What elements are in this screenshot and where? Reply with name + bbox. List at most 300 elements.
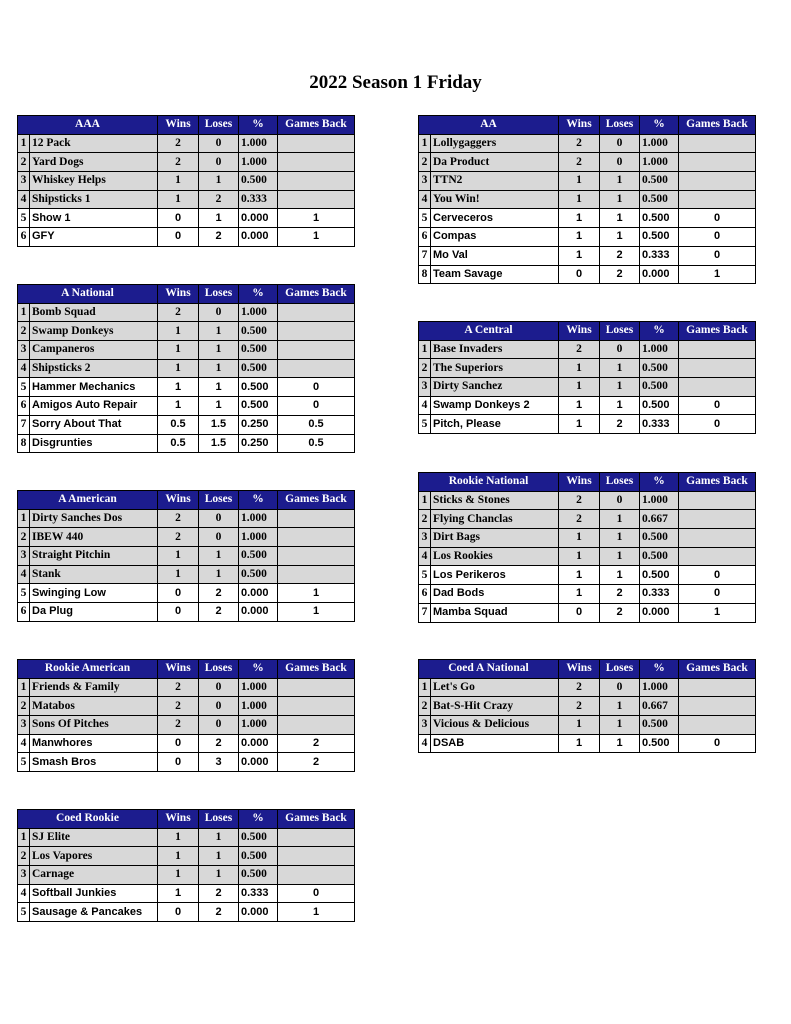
division-name: A Central [419, 322, 559, 341]
column-header: Wins [559, 660, 600, 679]
team-name: Swinging Low [30, 584, 158, 603]
rank-cell: 4 [18, 190, 30, 209]
rank-cell: 4 [18, 884, 30, 903]
standings-table [17, 284, 355, 453]
wins-cell: 1 [559, 172, 600, 191]
wins-cell: 0 [158, 209, 199, 228]
wins-cell: 1 [158, 172, 199, 191]
team-name: Swamp Donkeys [30, 322, 158, 341]
table-row [18, 528, 355, 547]
rank-cell: 1 [18, 509, 30, 528]
pct-cell: 0.500 [239, 547, 278, 566]
column-header: Loses [199, 660, 239, 679]
loses-cell: 2 [600, 415, 640, 434]
column-header: Loses [199, 491, 239, 510]
loses-cell: 2 [600, 265, 640, 284]
table-row [18, 172, 355, 191]
pct-cell: 1.000 [239, 303, 278, 322]
loses-cell: 1.5 [199, 434, 239, 453]
rank-cell: 3 [419, 716, 431, 735]
table-row [18, 828, 355, 847]
rank-cell: 6 [18, 228, 30, 247]
pct-cell: 1.000 [640, 340, 679, 359]
table-row [419, 510, 756, 529]
games-back-cell: 1 [278, 603, 355, 622]
team-name: Swamp Donkeys 2 [431, 396, 559, 415]
rank-cell: 2 [419, 510, 431, 529]
table-header-row [18, 285, 355, 304]
wins-cell: 1 [559, 209, 600, 228]
rank-cell: 1 [18, 134, 30, 153]
wins-cell: 2 [158, 678, 199, 697]
table-row [18, 341, 355, 360]
pct-cell: 0.000 [640, 603, 679, 622]
games-back-cell: 0 [278, 378, 355, 397]
division-name: Rookie American [18, 660, 158, 679]
games-back-cell [679, 491, 756, 510]
loses-cell: 0 [600, 153, 640, 172]
wins-cell: 1 [158, 378, 199, 397]
pct-cell: 0.333 [239, 884, 278, 903]
wins-cell: 1 [559, 547, 600, 566]
games-back-cell [278, 866, 355, 885]
games-back-cell [278, 153, 355, 172]
pct-cell: 1.000 [239, 134, 278, 153]
games-back-cell [278, 828, 355, 847]
rank-cell: 8 [419, 265, 431, 284]
pct-cell: 0.000 [239, 584, 278, 603]
loses-cell: 1 [199, 847, 239, 866]
rank-cell: 5 [18, 753, 30, 772]
pct-cell: 0.000 [239, 753, 278, 772]
standings-table [17, 490, 355, 622]
games-back-cell [278, 303, 355, 322]
loses-cell: 1 [199, 828, 239, 847]
team-name: You Win! [431, 190, 559, 209]
table-row [419, 228, 756, 247]
team-name: Friends & Family [30, 678, 158, 697]
rank-cell: 3 [18, 716, 30, 735]
team-name: Manwhores [30, 734, 158, 753]
table-row [18, 322, 355, 341]
pct-cell: 0.000 [239, 603, 278, 622]
table-row [18, 884, 355, 903]
wins-cell: 1 [559, 415, 600, 434]
rank-cell: 1 [419, 340, 431, 359]
loses-cell: 1 [199, 547, 239, 566]
games-back-cell [679, 697, 756, 716]
loses-cell: 1 [199, 322, 239, 341]
team-name: Disgrunties [30, 434, 158, 453]
table-row [18, 753, 355, 772]
pct-cell: 0.333 [640, 246, 679, 265]
loses-cell: 2 [600, 246, 640, 265]
pct-cell: 0.500 [239, 565, 278, 584]
wins-cell: 2 [158, 528, 199, 547]
rank-cell: 5 [18, 378, 30, 397]
table-row [419, 585, 756, 604]
games-back-cell [679, 359, 756, 378]
loses-cell: 1 [600, 529, 640, 548]
wins-cell: 2 [559, 697, 600, 716]
games-back-cell [679, 529, 756, 548]
games-back-cell: 1 [278, 228, 355, 247]
pct-cell: 0.500 [239, 359, 278, 378]
games-back-cell: 0.5 [278, 415, 355, 434]
loses-cell: 0 [600, 491, 640, 510]
wins-cell: 1 [158, 359, 199, 378]
wins-cell: 1 [559, 734, 600, 753]
pct-cell: 0.333 [640, 585, 679, 604]
loses-cell: 1 [199, 209, 239, 228]
loses-cell: 3 [199, 753, 239, 772]
pct-cell: 0.500 [640, 529, 679, 548]
table-row [18, 565, 355, 584]
division-name: Coed A National [419, 660, 559, 679]
column-header: % [640, 660, 679, 679]
pct-cell: 0.500 [239, 341, 278, 360]
table-row [18, 303, 355, 322]
wins-cell: 1 [158, 847, 199, 866]
team-name: Lollygaggers [431, 134, 559, 153]
division-name: Rookie National [419, 473, 559, 492]
rank-cell: 2 [419, 153, 431, 172]
column-header: % [239, 810, 278, 829]
team-name: Straight Pitchin [30, 547, 158, 566]
team-name: Team Savage [431, 265, 559, 284]
team-name: Shipsticks 1 [30, 190, 158, 209]
team-name: IBEW 440 [30, 528, 158, 547]
table-row [18, 153, 355, 172]
team-name: Vicious & Delicious [431, 716, 559, 735]
table-row [18, 603, 355, 622]
table-row [18, 903, 355, 922]
table-row [18, 697, 355, 716]
pct-cell: 0.500 [640, 172, 679, 191]
rank-cell: 2 [18, 528, 30, 547]
wins-cell: 0 [158, 584, 199, 603]
table-row [18, 716, 355, 735]
rank-cell: 4 [18, 359, 30, 378]
table-row [18, 190, 355, 209]
games-back-cell: 0 [679, 585, 756, 604]
team-name: Sticks & Stones [431, 491, 559, 510]
rank-cell: 3 [18, 341, 30, 360]
rank-cell: 4 [419, 396, 431, 415]
games-back-cell [278, 322, 355, 341]
loses-cell: 0 [199, 678, 239, 697]
team-name: Show 1 [30, 209, 158, 228]
table-row [18, 378, 355, 397]
games-back-cell: 1 [278, 209, 355, 228]
wins-cell: 1 [559, 716, 600, 735]
wins-cell: 1 [559, 396, 600, 415]
loses-cell: 0 [199, 153, 239, 172]
wins-cell: 0.5 [158, 415, 199, 434]
loses-cell: 0 [600, 134, 640, 153]
wins-cell: 1 [559, 585, 600, 604]
games-back-cell [278, 565, 355, 584]
wins-cell: 0 [158, 228, 199, 247]
table-row [419, 172, 756, 191]
loses-cell: 1 [600, 228, 640, 247]
team-name: Sausage & Pancakes [30, 903, 158, 922]
wins-cell: 0 [158, 753, 199, 772]
table-row [18, 547, 355, 566]
team-name: Dirt Bags [431, 529, 559, 548]
table-header-row [419, 322, 756, 341]
rank-cell: 4 [419, 190, 431, 209]
table-row [18, 209, 355, 228]
games-back-cell [679, 716, 756, 735]
pct-cell: 0.500 [239, 322, 278, 341]
games-back-cell: 0 [679, 734, 756, 753]
games-back-cell [278, 509, 355, 528]
games-back-cell [278, 359, 355, 378]
pct-cell: 0.500 [239, 378, 278, 397]
column-header: Loses [199, 285, 239, 304]
wins-cell: 0.5 [158, 434, 199, 453]
team-name: Da Product [431, 153, 559, 172]
pct-cell: 0.000 [239, 228, 278, 247]
pct-cell: 1.000 [239, 509, 278, 528]
table-row [419, 246, 756, 265]
table-header-row [419, 660, 756, 679]
team-name: Sorry About That [30, 415, 158, 434]
column-header: Games Back [679, 322, 756, 341]
division-name: A American [18, 491, 158, 510]
table-row [419, 153, 756, 172]
games-back-cell: 0.5 [278, 434, 355, 453]
pct-cell: 1.000 [239, 153, 278, 172]
team-name: Los Rookies [431, 547, 559, 566]
loses-cell: 0 [600, 678, 640, 697]
column-header: Loses [600, 473, 640, 492]
standings-table [418, 115, 756, 284]
team-name: Pitch, Please [431, 415, 559, 434]
rank-cell: 2 [18, 322, 30, 341]
column-header: Wins [559, 473, 600, 492]
loses-cell: 1 [199, 378, 239, 397]
games-back-cell [278, 678, 355, 697]
standings-table [418, 321, 756, 434]
wins-cell: 1 [158, 884, 199, 903]
standings-table [17, 809, 355, 922]
loses-cell: 2 [199, 190, 239, 209]
loses-cell: 1 [600, 697, 640, 716]
team-name: Los Vapores [30, 847, 158, 866]
column-header: Loses [600, 322, 640, 341]
table-row [419, 209, 756, 228]
table-row [419, 378, 756, 397]
team-name: Dirty Sanches Dos [30, 509, 158, 528]
table-row [419, 415, 756, 434]
pct-cell: 0.500 [640, 734, 679, 753]
loses-cell: 1 [600, 510, 640, 529]
games-back-cell: 1 [679, 603, 756, 622]
pct-cell: 0.500 [640, 359, 679, 378]
rank-cell: 4 [18, 734, 30, 753]
team-name: Los Perikeros [431, 566, 559, 585]
table-row [419, 134, 756, 153]
table-row [419, 603, 756, 622]
games-back-cell [278, 341, 355, 360]
wins-cell: 2 [559, 491, 600, 510]
table-row [419, 529, 756, 548]
games-back-cell: 0 [679, 415, 756, 434]
loses-cell: 1 [600, 359, 640, 378]
team-name: The Superiors [431, 359, 559, 378]
pct-cell: 1.000 [239, 697, 278, 716]
rank-cell: 7 [419, 246, 431, 265]
games-back-cell [278, 547, 355, 566]
pct-cell: 1.000 [239, 716, 278, 735]
column-header: Games Back [278, 810, 355, 829]
table-row [18, 415, 355, 434]
wins-cell: 1 [158, 397, 199, 416]
table-row [419, 566, 756, 585]
table-row [419, 734, 756, 753]
team-name: Flying Chanclas [431, 510, 559, 529]
column-header: % [640, 116, 679, 135]
column-header: Games Back [679, 660, 756, 679]
games-back-cell: 2 [278, 734, 355, 753]
pct-cell: 0.333 [640, 415, 679, 434]
loses-cell: 1 [199, 866, 239, 885]
games-back-cell: 2 [278, 753, 355, 772]
wins-cell: 2 [559, 340, 600, 359]
rank-cell: 2 [18, 153, 30, 172]
rank-cell: 6 [18, 603, 30, 622]
rank-cell: 6 [419, 585, 431, 604]
games-back-cell [679, 378, 756, 397]
team-name: Cerveceros [431, 209, 559, 228]
loses-cell: 0 [199, 303, 239, 322]
table-header-row [18, 810, 355, 829]
team-name: Bat-S-Hit Crazy [431, 697, 559, 716]
team-name: DSAB [431, 734, 559, 753]
wins-cell: 1 [158, 828, 199, 847]
column-header: Wins [559, 322, 600, 341]
column-header: Wins [158, 810, 199, 829]
wins-cell: 1 [158, 341, 199, 360]
pct-cell: 0.250 [239, 415, 278, 434]
team-name: Compas [431, 228, 559, 247]
rank-cell: 3 [18, 547, 30, 566]
games-back-cell [679, 510, 756, 529]
wins-cell: 2 [158, 303, 199, 322]
wins-cell: 1 [559, 359, 600, 378]
loses-cell: 1 [600, 172, 640, 191]
loses-cell: 1 [600, 734, 640, 753]
rank-cell: 1 [419, 678, 431, 697]
rank-cell: 1 [419, 491, 431, 510]
rank-cell: 2 [419, 697, 431, 716]
table-row [18, 584, 355, 603]
wins-cell: 0 [559, 603, 600, 622]
games-back-cell [679, 134, 756, 153]
wins-cell: 1 [158, 866, 199, 885]
team-name: Let's Go [431, 678, 559, 697]
wins-cell: 2 [158, 716, 199, 735]
rank-cell: 5 [419, 566, 431, 585]
games-back-cell: 0 [679, 228, 756, 247]
team-name: Softball Junkies [30, 884, 158, 903]
team-name: Stank [30, 565, 158, 584]
division-name: A National [18, 285, 158, 304]
wins-cell: 2 [158, 509, 199, 528]
pct-cell: 0.667 [640, 697, 679, 716]
games-back-cell [278, 172, 355, 191]
team-name: Campaneros [30, 341, 158, 360]
team-name: Mamba Squad [431, 603, 559, 622]
loses-cell: 2 [199, 884, 239, 903]
team-name: Amigos Auto Repair [30, 397, 158, 416]
table-header-row [18, 660, 355, 679]
column-header: % [239, 116, 278, 135]
column-header: % [239, 285, 278, 304]
wins-cell: 1 [158, 190, 199, 209]
table-row [419, 716, 756, 735]
wins-cell: 0 [158, 903, 199, 922]
wins-cell: 1 [559, 566, 600, 585]
rank-cell: 5 [18, 584, 30, 603]
column-header: % [640, 322, 679, 341]
team-name: 12 Pack [30, 134, 158, 153]
team-name: Dad Bods [431, 585, 559, 604]
rank-cell: 5 [419, 209, 431, 228]
column-header: Games Back [679, 473, 756, 492]
rank-cell: 3 [419, 378, 431, 397]
table-row [18, 359, 355, 378]
loses-cell: 0 [199, 716, 239, 735]
column-header: Wins [158, 116, 199, 135]
games-back-cell [679, 678, 756, 697]
team-name: Mo Val [431, 246, 559, 265]
wins-cell: 2 [559, 134, 600, 153]
table-row [18, 847, 355, 866]
rank-cell: 4 [18, 565, 30, 584]
rank-cell: 2 [419, 359, 431, 378]
pct-cell: 0.500 [640, 209, 679, 228]
rank-cell: 4 [419, 734, 431, 753]
pct-cell: 0.500 [640, 228, 679, 247]
loses-cell: 1 [199, 397, 239, 416]
rank-cell: 1 [18, 678, 30, 697]
wins-cell: 1 [559, 228, 600, 247]
wins-cell: 2 [158, 153, 199, 172]
games-back-cell [679, 547, 756, 566]
table-row [18, 678, 355, 697]
division-name: AAA [18, 116, 158, 135]
team-name: Carnage [30, 866, 158, 885]
page-title: 2022 Season 1 Friday [309, 72, 482, 93]
table-row [18, 228, 355, 247]
loses-cell: 1 [199, 172, 239, 191]
column-header: Wins [158, 491, 199, 510]
rank-cell: 3 [18, 172, 30, 191]
games-back-cell: 1 [679, 265, 756, 284]
rank-cell: 3 [419, 529, 431, 548]
pct-cell: 0.500 [239, 397, 278, 416]
pct-cell: 1.000 [640, 153, 679, 172]
team-name: Base Invaders [431, 340, 559, 359]
rank-cell: 6 [18, 397, 30, 416]
loses-cell: 1 [600, 716, 640, 735]
loses-cell: 1 [199, 341, 239, 360]
team-name: Whiskey Helps [30, 172, 158, 191]
table-row [18, 134, 355, 153]
